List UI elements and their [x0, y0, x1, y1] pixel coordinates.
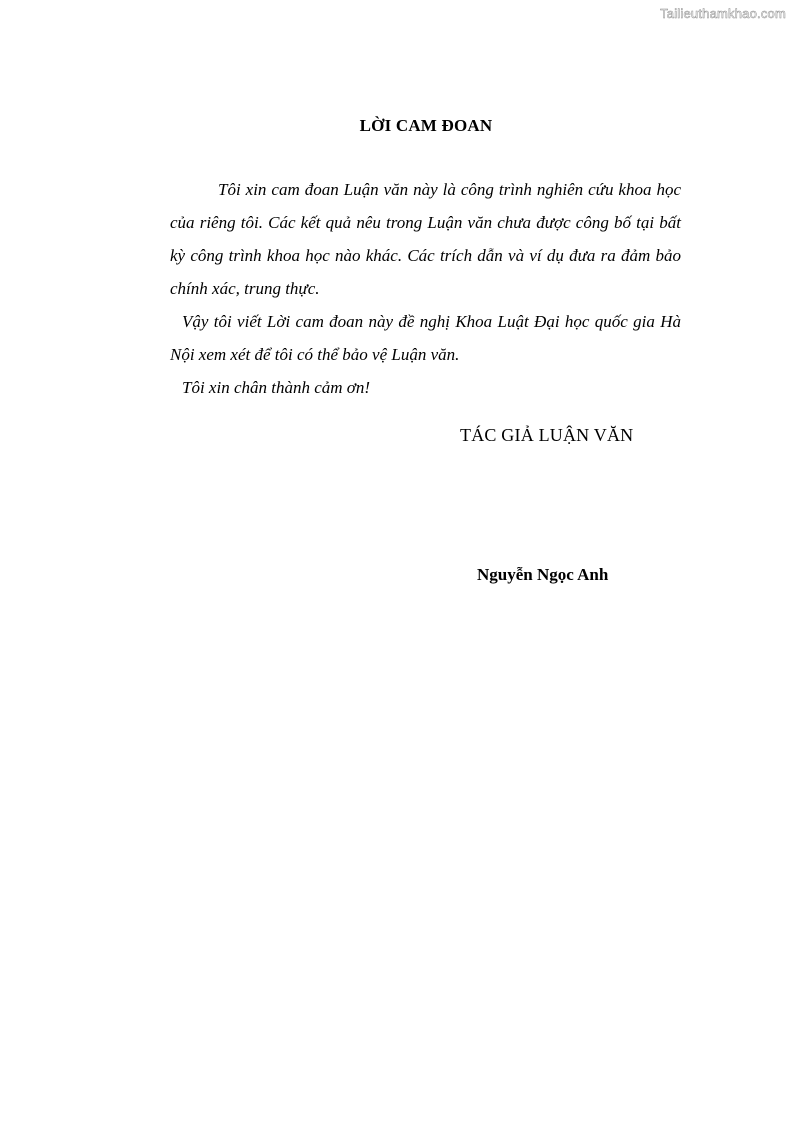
author-name: Nguyễn Ngọc Anh — [477, 565, 609, 584]
request-paragraph: Vậy tôi viết Lời cam đoan này đề nghị Khoa Luật Đại học quốc gia Hà Nội xem xét để tôi có thể bảo vệ Luận văn. — [170, 312, 681, 364]
author-role: TÁC GIẢ LUẬN VĂN — [460, 425, 634, 445]
declaration-body — [170, 173, 681, 404]
declaration-paragraph: Tôi xin cam đoan Luận văn này là công trình nghiên cứu khoa học của riêng tôi. Các kết quả nêu trong Luận văn chưa được công bố tại bất kỳ công trình khoa học nào khác. Các trích dẫn và ví dụ đưa ra đảm bảo chính xác, trung thực. — [170, 180, 681, 298]
page-title: LỜI CAM ĐOAN — [359, 116, 493, 135]
thanks-paragraph: Tôi xin chân thành cảm ơn! — [182, 378, 371, 397]
watermark-text: Tailieuthamkhao.com — [660, 6, 786, 21]
